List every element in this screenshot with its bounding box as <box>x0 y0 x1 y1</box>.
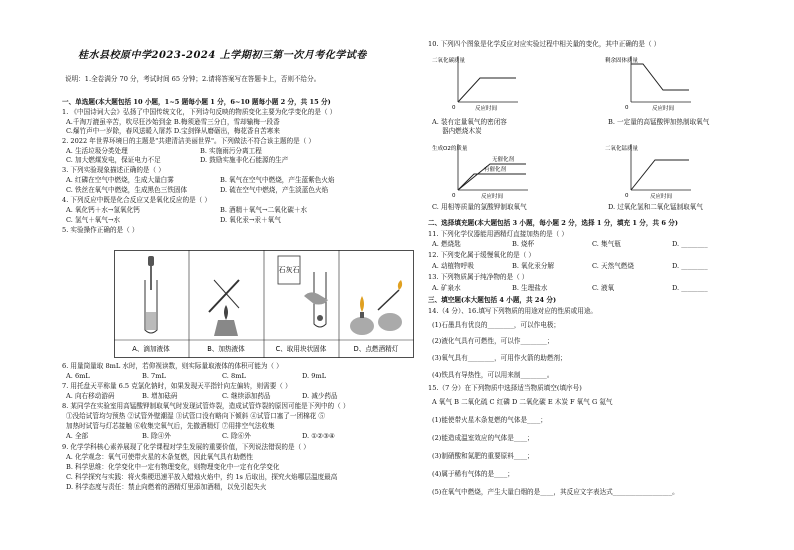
q3-option-c: C. 铁丝在氧气中燃烧，生成黑色三铁固体 <box>66 186 188 194</box>
graph-a-origin: 0 <box>452 105 456 111</box>
q9-option-d: D. 科学态度与责任：禁止向燃着的酒精灯里添加酒精，以免引起失火 <box>66 483 267 491</box>
q15-item-5: (5)在氧气中燃烧，产生大量白烟的是____，其反应文字表达式__________________。 <box>432 488 679 496</box>
graph-b-caption: B. 一定量的高锰酸钾加热制取氧气 <box>608 118 710 126</box>
q7-option-d: D. 减少药品 <box>302 392 338 400</box>
section-3-heading: 三、填空题(本大题包括 4 小题，共 24 分) <box>428 296 557 304</box>
q7-option-c: C. 继续添加药品 <box>222 392 271 400</box>
graph-d-caption: D. 过氧化氢和二氧化锰制取氧气 <box>608 203 703 211</box>
q12-option-d: D. ________ <box>672 262 708 270</box>
q14-stem: 14.（4 分）、16.填写下列物质的用途对应的性质或用途。 <box>428 307 598 315</box>
q11-option-a: A. 燃烧匙 <box>432 240 461 248</box>
q15-item-4: (4)属于稀有气体的是____； <box>432 470 514 478</box>
q1-stem: 1. 《中国诗词大会》弘扬了中国传统文化，下列诗句反映的物质变化主要为化学变化的是（ ） <box>62 108 337 116</box>
q14-item-4: (4)铁具有导热性，可以用来制________。 <box>432 371 554 379</box>
graph-c-caption: C. 用相等质量的氯酸钾制取氧气 <box>432 203 527 211</box>
q6-option-c: C. 8mL <box>222 372 246 380</box>
q2-option-d: D. 鼓励实施非化石能源的生产 <box>200 156 289 164</box>
q12-option-b: B. 氧化汞分解 <box>512 262 555 270</box>
graph-d-line <box>631 160 689 190</box>
q11-stem: 11. 下列化学仪器能用酒精灯直接加热的是（ ） <box>428 230 568 238</box>
graph-a-ylabel: 二氧化碳质量 <box>432 58 466 64</box>
q10-stem: 10. 下列四个图象是化学反应对应实验过程中相关量的变化，其中正确的是（ ） <box>428 40 661 48</box>
graph-b-origin: 0 <box>625 105 629 111</box>
graph-d-ylabel: 二氧化锰质量 <box>605 146 639 152</box>
alcohol-lamp-icon <box>350 280 402 335</box>
q8-conditions-2: 加热时试管与灯芯接触 ⑥收集完氧气后，先撤酒精灯 ⑦用排空气法收集 <box>66 422 275 430</box>
q11-option-d: D. ________ <box>672 240 708 248</box>
q15-item-2: (2)能造成温室效应的气体是____； <box>432 434 534 442</box>
q12-option-a: A. 动植物呼吸 <box>432 262 474 270</box>
heating-setup-icon <box>209 280 239 336</box>
graph-a-line <box>458 78 516 102</box>
q13-option-c: C. 液氧 <box>592 284 615 292</box>
graph-d-xlabel: 反应时间 <box>649 194 673 200</box>
q6-stem: 6. 用量筒量取 8mL 水时，若仰视读数，则实际量取液体的体积可能为（ ） <box>62 362 283 370</box>
q3-stem: 3. 下列实验现象描述正确的是（ ） <box>62 166 165 174</box>
section-2-heading: 二、选择填充题(本大题包括 3 小题，每小题 2 分，选择 1 分，填充 1 分，共 6 分) <box>428 219 678 227</box>
q8-conditions-1: ①没给试管均匀预热 ②试管外壁潮湿 ③试管口没有略向下倾斜 ④试管口塞了一团棉花 ⑤ <box>66 412 325 420</box>
q9-option-a: A. 化学观念：氧气可使带火星的木条复燃，因此氧气具有助燃性 <box>66 453 253 461</box>
q13-option-a: A. 矿泉水 <box>432 284 461 292</box>
q5-stem: 5. 实验操作正确的是（ ） <box>62 226 139 234</box>
q2-option-b: B. 实施雨污分离工程 <box>200 147 262 155</box>
graph-c-label-catalyst: 有催化剂 <box>484 167 507 173</box>
q12-option-c: C. 天然气燃烧 <box>592 262 634 270</box>
graph-d <box>603 140 698 202</box>
q8-option-a: A. 全部 <box>66 432 89 440</box>
page-title: 桂水县校原中学2023-2024 上学期初三第一次月考化学试卷 <box>78 50 367 61</box>
q6-option-a: A. 6mL <box>66 372 90 380</box>
graph-b-ylabel: 剩余固体质量 <box>605 58 639 64</box>
q6-option-b: B. 7mL <box>142 372 166 380</box>
graph-b-line <box>631 64 689 90</box>
test-tube-icon <box>278 256 328 327</box>
q15-item-3: (3)制硝酸和氮肥的重要原料____； <box>432 452 534 460</box>
q15-item-1: (1)能使带火星木条复燃的气体是____； <box>432 416 547 424</box>
exam-notes: 说明：1.全卷满分 70 分，考试时间 65 分钟；2.请将答案写在答题卡上，否则不给分。 <box>65 75 321 83</box>
q11-option-c: C. 集气瓶 <box>592 240 621 248</box>
q9-option-b: B. 科学思维：化学变化中一定有物理变化，则物理变化中一定有化学变化 <box>66 463 280 471</box>
q14-item-3: (3)氧气具有________，可用作火箭的助燃剂； <box>432 354 567 362</box>
q4-option-d: D. 氧化汞→汞＋氧气 <box>220 216 281 224</box>
q3-option-a: A. 红磷在空气中燃烧，生成大量白雾 <box>66 176 174 184</box>
q1-options-ab: A.千淘万漉虽辛苦，吹尽狂沙始到金 B.梅须逊雪三分白，雪却输梅一段香 <box>66 118 280 126</box>
graph-a-xlabel: 反应时间 <box>474 106 498 112</box>
q2-option-c: C. 加大燃煤发电，保证电力不足 <box>66 156 161 164</box>
graph-b-xlabel: 反应时间 <box>651 106 675 112</box>
q15-stem: 15.（7 分）在下列物质中选择适当物质填空(填序号) <box>428 384 582 392</box>
graph-c <box>430 140 540 202</box>
q9-option-c: C. 科学探究与实践：将火柴梗迅速平放入蜡烛火焰中，约 1s 后取出，探究火焰哪层温度最高 <box>66 473 338 481</box>
graph-c-origin: 0 <box>452 193 456 199</box>
q3-option-b: B. 氧气在空气中燃烧，产生蓝紫色火焰 <box>220 176 335 184</box>
q7-option-a: A. 向右移动游码 <box>66 392 115 400</box>
graph-d-origin: 0 <box>625 193 629 199</box>
q5-figure <box>114 250 414 358</box>
q5-caption-c: C、取用块状固体 <box>275 345 327 353</box>
q6-option-d: D. 9mL <box>302 372 327 380</box>
graph-c-xlabel: 反应时间 <box>480 194 504 200</box>
q9-stem: 9. 化学学科核心素养展现了化学课程对学生发展的重要价值，下列说法错误的是（ ） <box>62 443 310 451</box>
q4-option-b: B. 酒精＋氧气→二氧化碳＋水 <box>220 206 308 214</box>
q3-option-d: D. 硫在空气中燃烧，产生淡蓝色火焰 <box>220 186 329 194</box>
q7-stem: 7. 用托盘天平称量 6.5 克氯化钠时，如果发现天平指针向左偏转，则需要（ ） <box>62 382 292 390</box>
graph-c-label-no-catalyst: 无催化剂 <box>492 157 515 163</box>
q14-item-1: (1)石墨具有优良的________，可以作电极； <box>432 321 561 329</box>
q2-stem: 2. 2022 年世界环境日的主题是"共建清洁美丽世界"。下列做法不符合该主题的是（ ） <box>62 137 316 145</box>
q5-caption-b: B、加热液体 <box>207 345 245 353</box>
q8-option-d: D. ①②③④ <box>302 432 335 440</box>
section-1-heading: 一、单选题(本大题包括 10 小题，1~5 题每小题 1 分，6~10 题每小题 2 分，共 15 分) <box>62 98 331 106</box>
q12-stem: 12. 下列变化属于缓慢氧化的是（ ） <box>428 251 535 259</box>
q8-option-b: B. 除④外 <box>142 432 171 440</box>
q4-option-c: C. 氢气＋氧气→水 <box>66 216 121 224</box>
q2-option-a: A. 生活垃圾分类处理 <box>66 147 128 155</box>
q13-option-d: D. ________ <box>672 284 708 292</box>
q4-stem: 4. 下列反应中既是化合反应又是氧化反应的是（ ） <box>62 196 211 204</box>
q4-option-a: A. 氧化钙＋水→氢氧化钙 <box>66 206 140 214</box>
graph-a-caption-1: A. 装有定量氧气的密闭容 <box>432 118 507 126</box>
graph-b <box>603 52 698 114</box>
q15-options: A 氧气 B 二氧化硫 C 红磷 D 二氧化碳 E 木炭 F 氧气 G 氦气 <box>432 398 613 406</box>
q8-stem: 8. 某同学在实验室用高锰酸钾制取氧气时发现试管炸裂，造成试管炸裂的原因可能是下列中的（ ） <box>62 402 350 410</box>
graph-a <box>430 52 525 114</box>
q13-option-b: B. 生理盐水 <box>512 284 548 292</box>
graph-a-caption-2: 器内燃烧木炭 <box>442 127 482 135</box>
q5-caption-d: D、点燃酒精灯 <box>353 345 399 353</box>
limestone-label: 石灰石 <box>278 266 300 274</box>
q14-item-2: (2)液化气具有可燃性，可以作________； <box>432 337 554 345</box>
q7-option-b: B. 增加砝码 <box>142 392 178 400</box>
dropper-icon <box>145 256 157 333</box>
q5-caption-a: A、滴加液体 <box>132 345 170 353</box>
q1-options-cd: C.爆竹声中一岁除，春风送暖入屠苏 D.宝剑锋从磨砺出，梅花香自苦寒来 <box>66 127 280 135</box>
q11-option-b: B. 烧杯 <box>512 240 535 248</box>
q8-option-c: C. 除⑥外 <box>222 432 251 440</box>
graph-c-ylabel: 生成O2的质量 <box>432 146 468 152</box>
q13-stem: 13. 下列物质属于纯净物的是（ ） <box>428 273 529 281</box>
